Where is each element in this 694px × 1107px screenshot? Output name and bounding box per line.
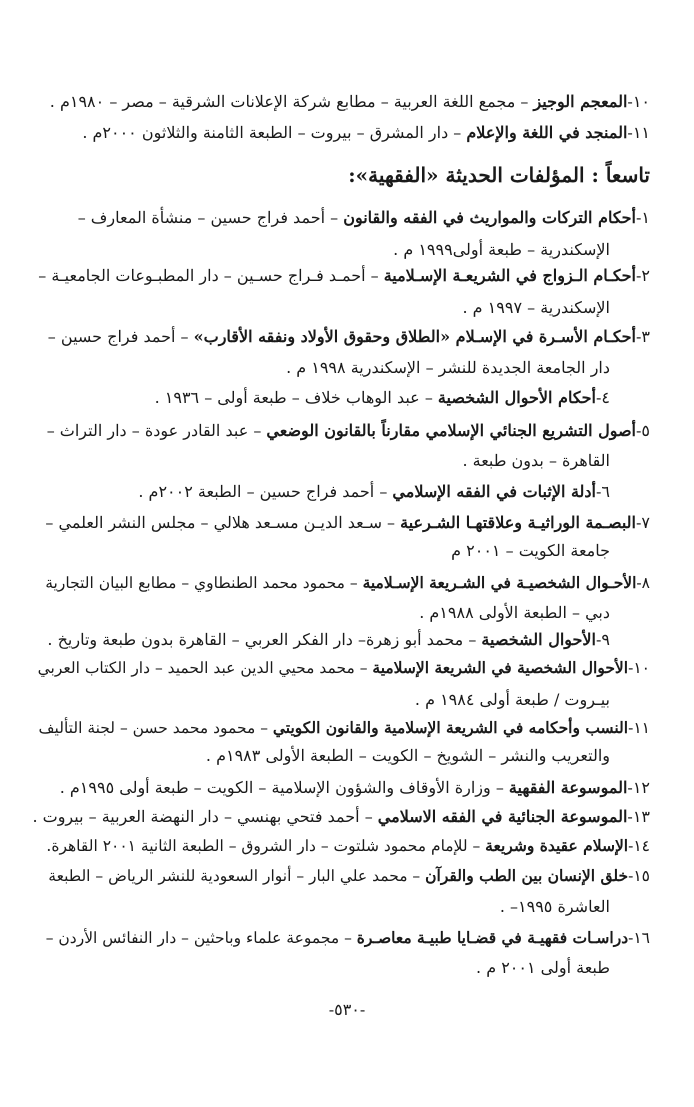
bibliography-entry-1-continuation: الإسكندرية – طبعة أولى١٩٩٩ م . (393, 240, 610, 259)
entry-details: – أحمـد فـراج حسـين – دار المطبـوعات الجامعيـة – (38, 266, 384, 285)
entry-number: ٢- (636, 266, 650, 285)
entry-details: – محمد علي البار – أنوار السعودية للنشر الرياض – الطبعة (48, 867, 426, 885)
item-title: المعجم الوجيز (533, 92, 628, 111)
entry-title: أصول التشريع الجنائي الإسلامي مقارناً بالقانون الوضعي (266, 421, 636, 440)
bibliography-entry-8-continuation: دبي – الطبعة الأولى ١٩٨٨م . (419, 603, 610, 622)
entry-details: – عبد القادر عودة – دار التراث – (46, 421, 267, 440)
bibliography-entry-5 (47, 421, 650, 441)
bibliography-entry-15 (48, 866, 650, 886)
entry-number: ١٢- (627, 778, 650, 797)
item-title: المنجد في اللغة والإعلام (466, 123, 628, 142)
item-number: ١٠- (627, 92, 650, 111)
entry-title: أحكام التركات والمواريث في الفقه والقانون (343, 208, 636, 227)
entry-details: – أحمد فراج حسين – (47, 327, 194, 346)
entry-number: ١٦- (628, 929, 650, 947)
bibliography-entry-6 (138, 482, 610, 502)
entry-number: ٧- (636, 513, 650, 532)
entry-details: – أحمد فراج حسين – الطبعة ٢٠٠٢م . (138, 482, 393, 501)
bibliography-entry-1 (78, 208, 650, 228)
item-number: ١١- (627, 123, 650, 142)
entry-title: خلق الإنسان بين الطب والقرآن (425, 866, 629, 885)
bibliography-entry-7-continuation: جامعة الكويت – ٢٠٠١ م (451, 541, 610, 560)
bibliography-entry-5-continuation: القاهرة – بدون طبعة . (462, 451, 610, 470)
entry-number: ١٥- (628, 867, 650, 885)
section-heading: تاسعاً : المؤلفات الحديثة «الفقهية»: (348, 163, 650, 187)
entry-title: أحكـام الأسـرة في الإسـلام «الطلاق وحقوق الأولاد ونفقه الأقارب» (193, 327, 636, 346)
entry-number: ٣- (636, 327, 650, 346)
entry-number: ٩- (596, 630, 610, 649)
bibliography-entry-11 (39, 718, 650, 738)
entry-title: دراسـات فقهيـة في قضـايا طبيـة معاصـرة (356, 928, 629, 947)
bibliography-entry-14 (46, 836, 650, 856)
bibliography-entry-12 (60, 778, 650, 798)
bibliography-entry-13 (32, 807, 650, 827)
entry-number: ٥- (636, 421, 650, 440)
top-list-item-11 (82, 123, 650, 143)
entry-title: البصـمة الوراثيـة وعلاقتهـا الشـرعية (400, 513, 636, 532)
item-details: – مجمع اللغة العربية – مطابع شركة الإعلانات الشرقية – مصر – ١٩٨٠م . (49, 92, 534, 111)
entry-number: ١٣- (627, 807, 650, 826)
bibliography-entry-3-continuation: دار الجامعة الجديدة للنشر – الإسكندرية ١٩٩٨ م . (286, 358, 610, 377)
entry-details: – أحمد فراج حسين – منشأة المعارف – (77, 208, 344, 227)
bibliography-entry-9 (47, 630, 610, 650)
entry-number: ٤- (596, 388, 610, 407)
entry-title: أدلة الإثبات في الفقه الإسلامي (392, 482, 596, 501)
bibliography-entry-16-continuation: طبعة أولى ٢٠٠١ م . (476, 958, 610, 977)
entry-title: الأحوال الشخصية (481, 630, 596, 649)
entry-details: – عبد الوهاب خلاف – طبعة أولى – ١٩٣٦ . (154, 388, 438, 407)
entry-title: الأحوال الشخصية في الشريعة الإسلامية (372, 658, 629, 677)
entry-details: – محمود محمد الطنطاوي – مطابع البيان التجارية (45, 574, 363, 592)
entry-details: – محمد أبو زهرة– دار الفكر العربي – القاهرة بدون طبعة وتاريخ . (47, 630, 482, 649)
entry-number: ١٠- (628, 659, 650, 677)
entry-details: – محمود محمد حسن – لجنة التأليف (38, 719, 273, 737)
entry-title: الموسوعة الفقهية (508, 778, 628, 797)
top-list-item-10 (50, 92, 650, 112)
bibliography-entry-7 (45, 513, 650, 533)
bibliography-entry-15-continuation: العاشرة ١٩٩٥– . (499, 897, 610, 916)
entry-title: الموسوعة الجنائية في الفقه الاسلامي (377, 807, 628, 826)
entry-details: – مجموعة علماء وباحثين – دار النفائس الأردن – (45, 929, 357, 947)
bibliography-entry-2 (38, 266, 650, 286)
entry-number: ٨- (636, 574, 650, 592)
bibliography-entry-8 (45, 573, 650, 593)
entry-title: أحكام الأحوال الشخصية (437, 388, 596, 407)
entry-details: – محمد محيي الدين عبد الحميد – دار الكتاب العربي (37, 659, 373, 677)
entry-number: ١- (636, 208, 650, 227)
entry-number: ١١- (628, 719, 650, 737)
entry-title: الإسلام عقيدة وشريعة (485, 836, 629, 855)
entry-title: أحكـام الـزواج في الشريعـة الإسـلامية (383, 266, 636, 285)
entry-number: ٦- (596, 482, 610, 501)
entry-number: ١٤- (628, 837, 650, 855)
entry-title: الأحـوال الشخصيـة في الشـريعة الإسـلامية (362, 573, 637, 592)
bibliography-entry-11-continuation: والتعريب والنشر – الشويخ – الكويت – الطبعة الأولى ١٩٨٣م . (205, 746, 610, 765)
entry-details: – أحمد فتحي بهنسي – دار النهضة العربية – بيروت . (32, 807, 378, 826)
page-number: -٥٣٠- (328, 1000, 366, 1019)
bibliography-entry-10 (38, 658, 650, 678)
item-details: – دار المشرق – بيروت – الطبعة الثامنة والثلاثون ٢٠٠٠م . (82, 123, 467, 142)
entry-details: – وزارة الأوقاف والشؤون الإسلامية – الكويت – طبعة أولى ١٩٩٥م . (59, 778, 509, 797)
entry-details: – سـعد الديـن مسـعد هلالي – مجلس النشر العلمي – (45, 513, 401, 532)
bibliography-entry-3 (48, 327, 650, 347)
bibliography-entry-16 (46, 928, 650, 948)
bibliography-entry-10-continuation: بيـروت / طبعة أولى ١٩٨٤ م . (414, 690, 610, 709)
entry-details: – للإمام محمود شلتوت – دار الشروق – الطبعة الثانية ٢٠٠١ القاهرة. (46, 837, 486, 855)
entry-title: النسب وأحكامه في الشريعة الإسلامية والقانون الكويتي (272, 718, 629, 737)
bibliography-entry-4 (155, 388, 610, 408)
bibliography-entry-2-continuation: الإسكندرية – ١٩٩٧ م . (462, 298, 610, 317)
